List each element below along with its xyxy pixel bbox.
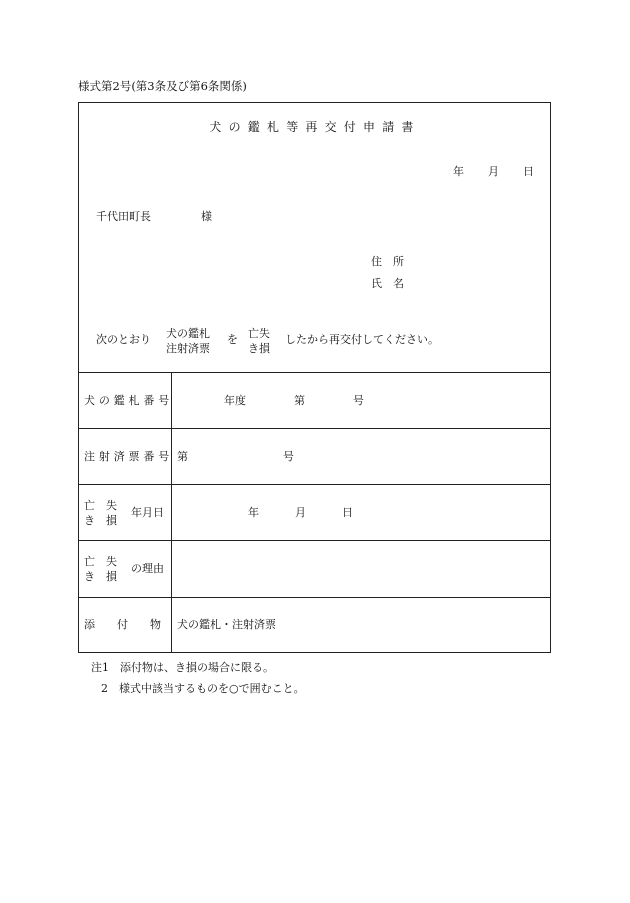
date-day-label: 日 <box>523 165 534 178</box>
date-year-label: 年 <box>453 165 464 178</box>
note-2: 2 様式中該当するものを○で囲むこと。 <box>101 682 305 695</box>
date-row-day: 日 <box>342 506 353 519</box>
row-divider <box>78 597 551 598</box>
request-item-dog-tag: 犬の鑑札 <box>166 327 210 340</box>
tag-number-suffix: 号 <box>353 394 364 407</box>
addressee-name: 千代田町長 <box>96 210 151 223</box>
request-suffix: したから再交付してください。 <box>285 333 439 346</box>
date-row-year: 年 <box>248 506 259 519</box>
attachment-label: 添 付 物 <box>84 618 161 631</box>
addressee-honorific: 様 <box>201 210 212 223</box>
cert-number-suffix: 号 <box>283 450 294 463</box>
row-divider <box>78 540 551 541</box>
reason-row-label-lost: 亡 失 <box>84 555 117 568</box>
reason-row-label-reason: の理由 <box>131 562 164 575</box>
cert-number-prefix: 第 <box>177 450 188 463</box>
tag-number-label: 犬の鑑札番号 <box>84 394 174 407</box>
table-top-line <box>78 372 551 373</box>
date-row-month: 月 <box>295 506 306 519</box>
request-particle: を <box>227 333 238 346</box>
label-column-divider <box>171 372 172 653</box>
form-number: 様式第2号(第3条及び第6条関係) <box>78 79 247 93</box>
row-divider <box>78 428 551 429</box>
request-reason-lost: 亡失 <box>248 327 270 340</box>
tag-fiscal-year: 年度 <box>224 394 246 407</box>
attachment-value: 犬の鑑札・注射済票 <box>177 618 276 631</box>
tag-number-prefix: 第 <box>294 394 305 407</box>
date-row-label-lost: 亡 失 <box>84 499 117 512</box>
request-reason-damaged: き損 <box>248 342 270 355</box>
date-month-label: 月 <box>488 165 499 178</box>
note-1: 注1 添付物は、き損の場合に限る。 <box>91 661 274 674</box>
applicant-name-label: 氏 名 <box>371 277 404 290</box>
date-row-label-damaged: き 損 <box>84 514 117 527</box>
cert-number-label: 注射済票番号 <box>84 450 174 463</box>
date-row-label-ymd: 年月日 <box>131 506 164 519</box>
reason-row-label-damaged: き 損 <box>84 570 117 583</box>
request-item-certificate: 注射済票 <box>166 342 210 355</box>
applicant-address-label: 住 所 <box>371 255 404 268</box>
request-prefix: 次のとおり <box>96 333 151 346</box>
row-divider <box>78 484 551 485</box>
form-title: 犬の鑑札等再交付申請書 <box>209 120 421 134</box>
